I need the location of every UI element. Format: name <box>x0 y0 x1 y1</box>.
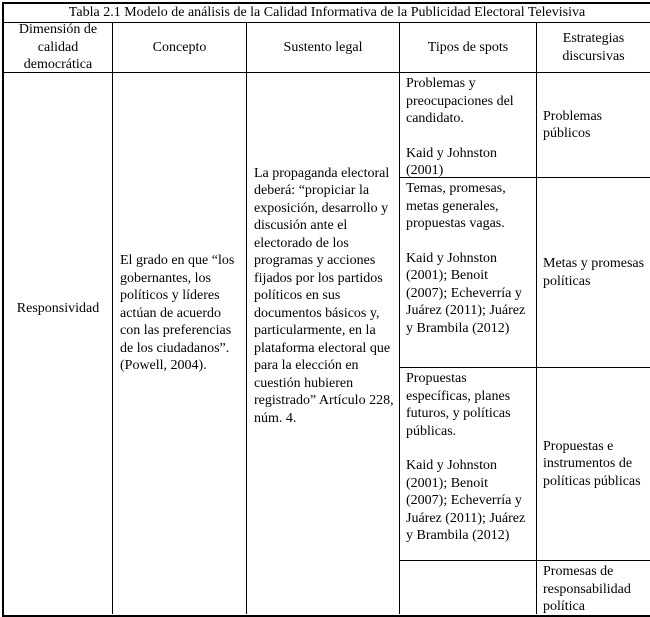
cell-tipos-row-3 <box>400 368 537 561</box>
dimension-value: Responsividad <box>16 300 100 316</box>
header-dimension: Dimensión de calidad democrática <box>4 23 113 73</box>
cell-estrategia-row-1 <box>537 73 650 178</box>
cell-estrategia-row-4 <box>537 561 650 614</box>
cell-estrategia-row-3 <box>537 368 650 561</box>
cell-sustento-legal <box>247 73 400 614</box>
tipos-descripcion: Problemas y preocupaciones del candidato. <box>406 76 514 126</box>
paragraph-gap <box>406 440 532 457</box>
table-title: Tabla 2.1 Modelo de análisis de la Calidad Informativa de la Publicidad Electoral Televisiva <box>4 4 650 23</box>
tipos-descripcion: Propuestas específicas, planes futuros, y políticas públicas. <box>406 371 511 439</box>
cell-tipos-row-4-empty <box>400 561 537 614</box>
cell-tipos-row-1 <box>400 73 537 178</box>
tipos-fuentes: Kaid y Johnston (2001) <box>406 145 497 178</box>
analysis-table <box>2 2 650 617</box>
header-sustento-legal: Sustento legal <box>247 23 400 73</box>
cell-concepto <box>113 73 247 614</box>
concepto-value: El grado en que “los gobernantes, los políticos y líderes actúan de acuerdo con las preferencias de los ciudadanos”. (Powell, 2004). <box>120 253 235 374</box>
estrategia-label: Metas y promesas políticas <box>543 256 645 289</box>
paragraph-gap <box>406 128 532 145</box>
table-grid <box>4 23 650 614</box>
estrategia-label: Promesas de responsabilidad política <box>543 564 631 614</box>
header-concepto: Concepto <box>113 23 247 73</box>
tipos-fuentes: Kaid y Johnston (2001); Benoit (2007); Echeverría y Juárez (2011); Juárez y Brambila (2012) <box>406 250 526 336</box>
header-estrategias-discursivas: Estrategias discursivas <box>537 23 650 73</box>
estrategia-label: Propuestas e instrumentos de políticas públicas <box>543 438 641 489</box>
cell-tipos-row-2 <box>400 178 537 368</box>
header-tipos-de-spots: Tipos de spots <box>400 23 537 73</box>
tipos-fuentes: Kaid y Johnston (2001); Benoit (2007); Echeverría y Juárez (2011); Juárez y Brambila (2012) <box>406 458 526 543</box>
paragraph-gap <box>406 233 532 250</box>
cell-dimension-responsividad <box>4 73 113 614</box>
estrategia-label: Problemas públicos <box>543 108 603 141</box>
tipos-descripcion: Temas, promesas, metas generales, propuestas vagas. <box>406 181 506 231</box>
cell-estrategia-row-2 <box>537 178 650 368</box>
sustento-legal-value: La propaganda electoral deberá: “propiciar la exposición, desarrollo y discusión ante el electorado de los programas y acciones fijados por los partidos políticos en sus documentos básicos y, particularmente, en la plataforma electoral que para la elección en cuestión hubieren registrado” Artículo 228, núm. 4. <box>254 165 394 426</box>
